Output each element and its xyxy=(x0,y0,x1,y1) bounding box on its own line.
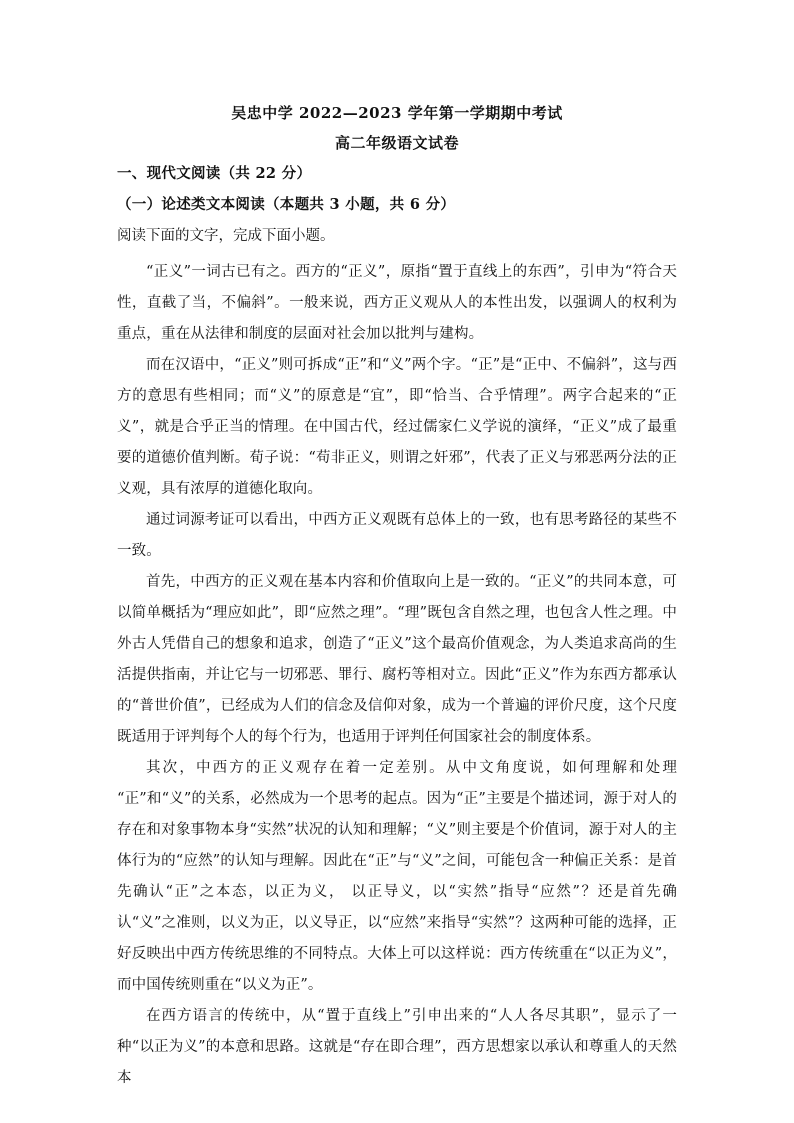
passage-paragraph: 而在汉语中，“正义”则可拆成“正”和“义”两个字。“正”是“正中、不偏斜”，这与西方的意思有些相同；而“义”的原意是“宜”，即“恰当、合乎情理”。两字合起来的“正义”，就是合乎正当的情理。在中国古代，经过儒家仁义学说的演绎，“正义”成了最重要的道德价值判断。荀子说：“苟非正义，则谓之奸邪”，代表了正义与邪恶两分法的正义观，具有浓厚的道德化取向。 xyxy=(117,357,677,497)
passage-paragraph: 其次，中西方的正义观存在着一定差别。从中文角度说，如何理解和处理 “正”和“义”的关系，必然成为一个思考的起点。因为“正”主要是个描述词，源于对人的存在和对象事物本身“实然”状况的认知和理解；“义”则主要是个价值词，源于对人的主体行为的“应然”的认知与理解。因此在“正”与“义”之间，可能包含一种偏正关系：是首先确认“正”之本态，以正为义， 以正导义，以“实然”指导“应然”？还是首先确认“义”之准则，以义为正，以义导正，以“应然”来指导“实然”？这两种可能的选择，正好反映出中西方传统思维的不同特点。大体上可以这样说：西方传统重在“以正为义”，而中国传统则重在“以义为正”。 xyxy=(117,760,677,993)
passage-body xyxy=(117,257,677,1094)
section-heading: 一、现代文阅读（共 22 分） xyxy=(117,165,312,182)
exam-subtitle: 高二年级语文试卷 xyxy=(334,134,459,152)
passage-paragraph: 在西方语言的传统中，从“置于直线上”引申出来的“人人各尽其职”，显示了一种“以正为义”的本意和思路。这就是“存在即合理”，西方思想家以承认和尊重人的天然本 xyxy=(117,1008,677,1086)
passage-paragraph: “正义”一词古已有之。西方的“正义”，原指“置于直线上的东西”，引申为“符合天性，直截了当，不偏斜”。一般来说，西方正义观从人的本性出发，以强调人的权利为重点，重在从法律和制度的层面对社会加以批判与建构。 xyxy=(117,264,677,342)
subsection-heading: （一）论述类文本阅读（本题共 3 小题，共 6 分） xyxy=(117,196,456,213)
exam-title: 吴忠中学 2022—2023 学年第一学期期中考试 xyxy=(231,104,563,122)
passage-paragraph: 首先，中西方的正义观在基本内容和价值取向上是一致的。“正义”的共同本意，可以简单概括为“理应如此”，即“应然之理”。“理”既包含自然之理，也包含人性之理。中外古人凭借自己的想象和追求，创造了“正义”这个最高价值观念，为人类追求高尚的生活提供指南，并让它与一切邪恶、罪行、腐朽等相对立。因此“正义”作为东西方都承认的“普世价值”，已经成为人们的信念及信仰对象，成为一个普遍的评价尺度，这个尺度既适用于评判每个人的每个行为，也适用于评判任何国家社会的制度体系。 xyxy=(117,574,677,745)
passage-paragraph: 通过词源考证可以看出，中西方正义观既有总体上的一致，也有思考路径的某些不一致。 xyxy=(117,512,677,559)
reading-instruction: 阅读下面的文字，完成下面小题。 xyxy=(117,228,335,244)
